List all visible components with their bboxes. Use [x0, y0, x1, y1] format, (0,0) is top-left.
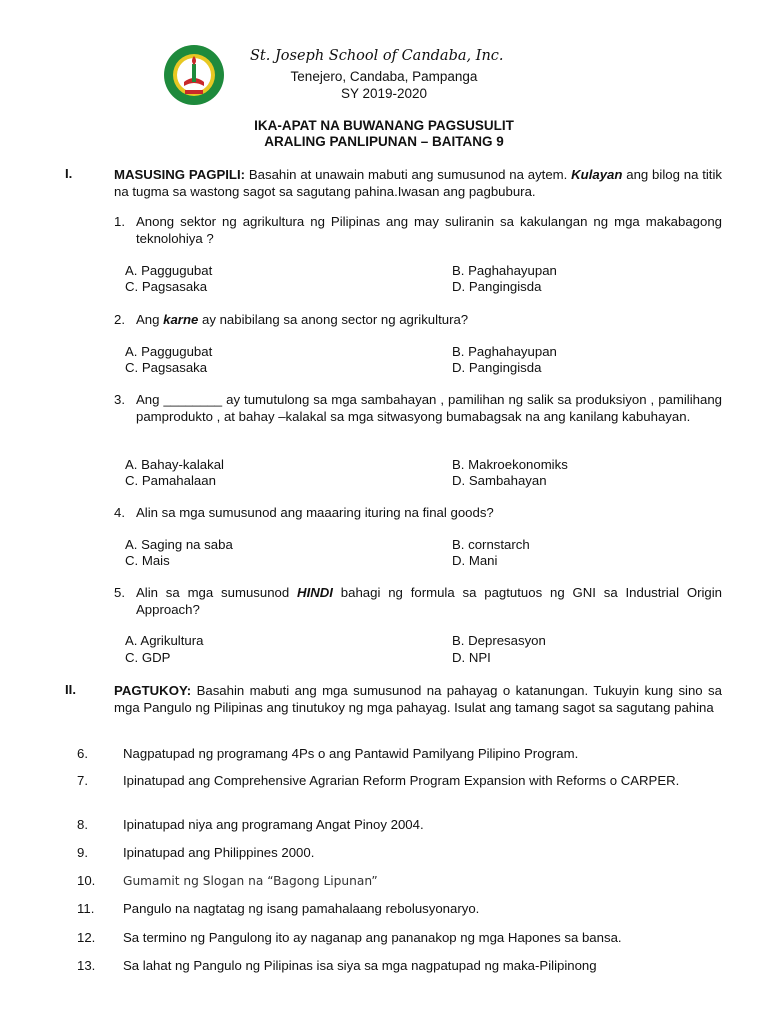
item-number: 8. — [77, 817, 88, 832]
option-a: A. Bahay-kalakal — [125, 457, 224, 472]
option-c: C. Pamahalaan — [125, 473, 216, 488]
question-number: 1. — [114, 214, 125, 229]
option-c: C. Mais — [125, 553, 170, 568]
option-d: D. Sambahayan — [452, 473, 547, 488]
option-b: B. cornstarch — [452, 537, 530, 552]
item-number: 12. — [77, 930, 96, 945]
item-text: Pangulo na nagtatag ng isang pamahalaang rebolusyonaryo. — [123, 901, 480, 916]
emphasis: Kulayan — [571, 167, 623, 182]
option-c: C. Pagsasaka — [125, 360, 208, 375]
item-text: Ipinatupad ang Comprehensive Agrarian Reform Program Expansion with Reforms o CARPER. — [123, 773, 680, 788]
item-text: Nagpatupad ng programang 4Ps o ang Pantawid Pamilyang Pilipino Program. — [123, 746, 579, 761]
question-text: Anong sektor ng agrikultura ng Pilipinas ang may suliranin sa kakulangan ng mga makabagong teknolohiya ? — [136, 214, 722, 246]
item-text: Ipinatupad niya ang programang Angat Pinoy 2004. — [123, 817, 424, 832]
item-number: 10. — [77, 873, 96, 888]
section-1-instructions: MASUSING PAGPILI: Basahin at unawain mabuti ang sumusunod na aytem. Kulayan ang bilog na titik na tugma sa wastong sagot sa sagutang pahina.Iwasan ang pagbubura. — [114, 167, 722, 199]
option-d: D. Mani — [452, 553, 498, 568]
exam-subtitle: ARALING PANLIPUNAN – BAITANG 9 — [264, 134, 504, 149]
item-number: 11. — [77, 901, 95, 916]
option-a: A. Paggugubat — [125, 263, 213, 278]
item-text: Gumamit ng Slogan na “Bagong Lipunan” — [123, 874, 378, 888]
question-number: 3. — [114, 392, 125, 407]
option-a: A. Saging na saba — [125, 537, 233, 552]
option-d: D. NPI — [452, 650, 491, 665]
item-text: Ipinatupad ang Philippines 2000. — [123, 845, 315, 860]
exam-title: IKA-APAT NA BUWANANG PAGSUSULIT — [254, 118, 514, 133]
option-d: D. Pangingisda — [452, 360, 542, 375]
school-header — [0, 40, 768, 110]
item-number: 7. — [77, 773, 88, 788]
school-address: Tenejero, Candaba, Pampanga — [290, 69, 478, 84]
item-number: 6. — [77, 746, 88, 761]
option-b: B. Depresasyon — [452, 633, 546, 648]
question-number: 5. — [114, 585, 125, 600]
question-text: Ang ________ ay tumutulong sa mga sambahayan , pamilihan ng salik sa produksiyon , pamilihang pamprodukto , at bahay –kalakal sa mga sitwasyong bumabagsak na ang kanilang kabuhayan. — [136, 392, 722, 424]
item-text: Sa lahat ng Pangulo ng Pilipinas isa siya sa mga nagpatupad ng maka-Pilipinong — [123, 958, 597, 973]
school-year: SY 2019-2020 — [340, 86, 428, 101]
item-text: Sa termino ng Pangulong ito ay naganap ang pananakop ng mga Hapones sa bansa. — [123, 930, 622, 945]
question-number: 2. — [114, 312, 125, 327]
option-c: C. GDP — [125, 650, 171, 665]
section-2-heading: PAGTUKOY: — [114, 683, 192, 698]
school-name: St. Joseph School of Candaba, Inc. — [250, 48, 504, 64]
question-number: 4. — [114, 505, 125, 520]
question-text: Alin sa mga sumusunod HINDI bahagi ng formula sa pagtutuos ng GNI sa Industrial Origin Approach? — [136, 585, 723, 617]
option-d: D. Pangingisda — [452, 279, 542, 294]
section-2-instructions: PAGTUKOY: Basahin mabuti ang mga sumusunod na pahayag o katanungan. Tukuyin kung sino sa mga Pangulo ng Pilipinas ang tinutukoy ng mga pahayag. Isulat ang tamang sagot sa sagutang pahina — [114, 683, 722, 715]
emphasis: HINDI — [297, 585, 333, 600]
section-1-heading: MASUSING PAGPILI: — [114, 167, 246, 182]
option-b: B. Paghahayupan — [452, 263, 557, 278]
option-b: B. Makroekonomiks — [452, 457, 568, 472]
item-number: 9. — [77, 845, 88, 860]
option-a: A. Paggugubat — [125, 344, 213, 359]
emphasis: karne — [163, 312, 199, 327]
option-b: B. Paghahayupan — [452, 344, 557, 359]
option-c: C. Pagsasaka — [125, 279, 208, 294]
question-text: Ang karne ay nabibilang sa anong sector ng agrikultura? — [136, 312, 469, 327]
item-number: 13. — [77, 958, 96, 973]
section-1-number: I. — [65, 166, 73, 181]
section-2-number: II. — [65, 682, 76, 697]
question-text: Alin sa mga sumusunod ang maaaring ituring na final goods? — [136, 505, 494, 520]
option-a: A. Agrikultura — [125, 633, 204, 648]
